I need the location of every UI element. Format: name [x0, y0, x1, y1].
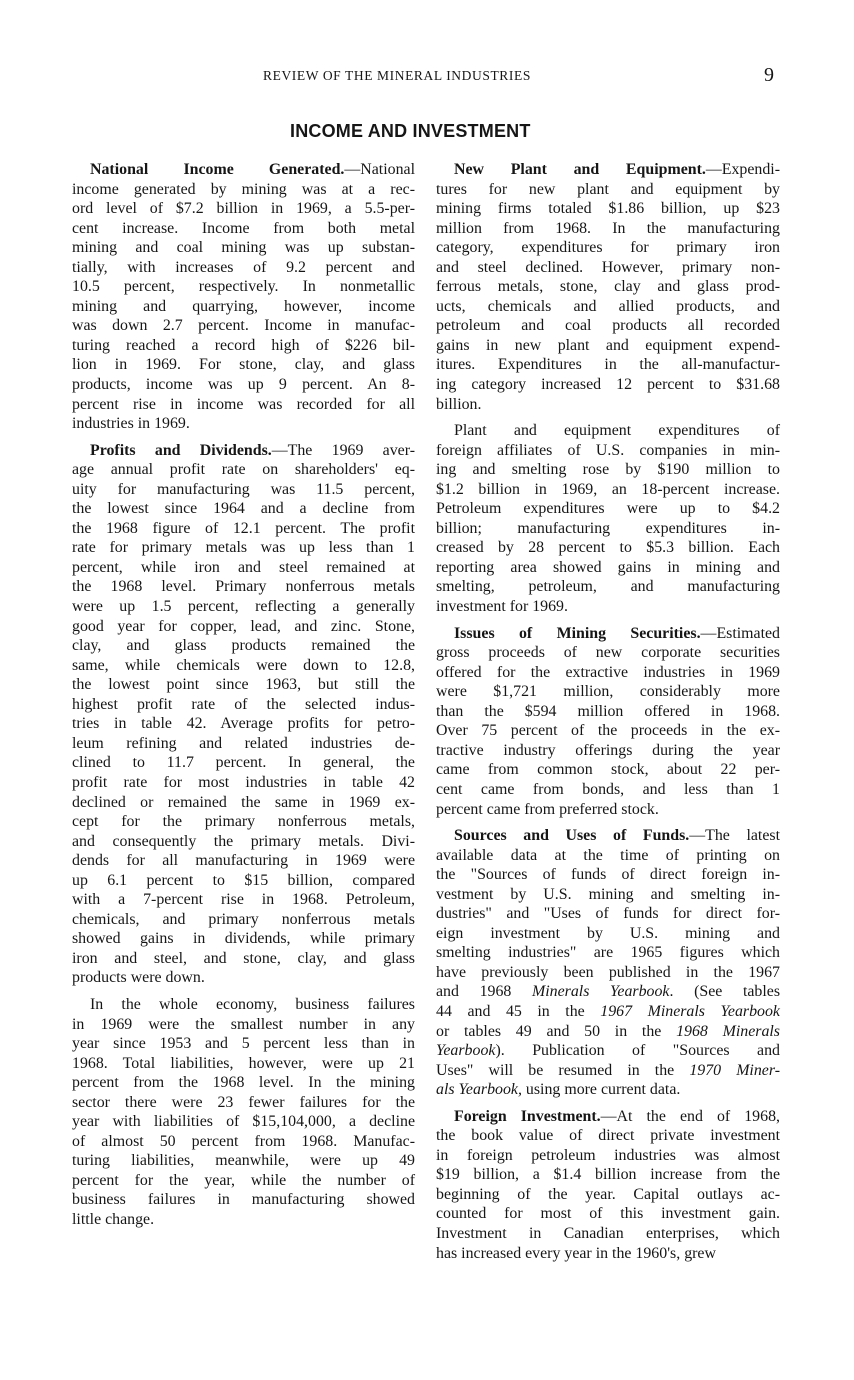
- run-in-heading: Sources and Uses of Funds.: [454, 827, 690, 845]
- text-line: als Yearbook, using more current data.: [436, 1081, 681, 1099]
- text-line: mining and coal mining was up substan-: [72, 239, 415, 257]
- text-line: Investment in Canadian enterprises, which: [436, 1224, 780, 1242]
- text-line: mining firms totaled $1.86 billion, up $23: [436, 200, 780, 218]
- line-text: —At the end of 1968,: [600, 1107, 780, 1125]
- text-line: than the $594 million offered in 1968.: [436, 702, 780, 720]
- text-line: gross proceeds of new corporate securities: [436, 644, 780, 662]
- text-line: offered for the extractive industries in 1969: [436, 663, 780, 681]
- text-line: profit rate for most industries in table 42: [72, 773, 415, 791]
- text-line: percent for the year, while the number of: [72, 1171, 415, 1189]
- text-line: products, income was up 9 percent. An 8-: [72, 376, 415, 394]
- text-line: percent came from preferred stock.: [436, 800, 659, 818]
- text-line: percent, while iron and steel remained at: [72, 558, 415, 576]
- text-line: beginning of the year. Capital outlays ac-: [436, 1185, 780, 1203]
- text-line: 10.5 percent, respectively. In nonmetallic: [72, 278, 415, 296]
- text-line: [436, 624, 780, 644]
- text-line: foreign affiliates of U.S. companies in min-: [436, 441, 780, 459]
- text-line: ing category increased 12 percent to $31.68: [436, 376, 780, 394]
- text-line: same, while chemicals were down to 12.8,: [72, 656, 415, 674]
- text-line: with a 7-percent rise in 1968. Petroleum,: [72, 891, 415, 909]
- text-line: and 1968 Minerals Yearbook. (See tables: [436, 983, 781, 1001]
- text-line: cent increase. Income from both metal: [72, 219, 415, 237]
- text-line: itures. Expenditures in the all-manufactur-: [436, 356, 780, 374]
- text-line: 1968. Total liabilities, however, were up 21: [72, 1054, 415, 1072]
- text-line: the lowest since 1964 and a decline from: [72, 500, 415, 518]
- page-number: 9: [764, 64, 774, 86]
- text-line: clay, and glass products remained the: [72, 637, 415, 655]
- paragraph: [436, 826, 780, 1100]
- run-in-heading: National Income Generated.: [90, 161, 345, 178]
- text-line: and steel declined. However, primary non-: [436, 258, 780, 276]
- text-line: have previously been published in the 1967: [436, 963, 780, 981]
- text-line: Over 75 percent of the proceeds in the ex-: [436, 722, 780, 740]
- line-text: —Estimated: [700, 624, 780, 642]
- text-line: investment for 1969.: [436, 598, 568, 616]
- text-line: products were down.: [72, 969, 205, 987]
- text-line: ing and smelting rose by $190 million to: [436, 461, 780, 479]
- text-line: dends for all manufacturing in 1969 were: [72, 852, 415, 870]
- run-in-heading: New Plant and Equipment.: [454, 161, 706, 178]
- line-text: —Expendi-: [705, 161, 780, 178]
- text-line: were $1,721 million, considerably more: [436, 683, 780, 701]
- text-line: eign investment by U.S. mining and: [436, 924, 780, 942]
- text-line: and consequently the primary metals. Divi-: [72, 832, 415, 850]
- text-line: ord level of $7.2 billion in 1969, a 5.5-per-: [72, 200, 415, 218]
- text-line: was down 2.7 percent. Income in manufac-: [72, 317, 415, 335]
- text-line: cent came from bonds, and less than 1: [436, 780, 780, 798]
- text-line: counted for most of this investment gain.: [436, 1205, 780, 1223]
- text-line: $19 billion, a $1.4 billion increase from the: [436, 1166, 780, 1184]
- text-line: business failures in manufacturing showed: [72, 1191, 415, 1209]
- text-line: million from 1968. In the manufacturing: [436, 219, 780, 237]
- text-line: turing liabilities, meanwhile, were up 49: [72, 1152, 415, 1170]
- text-line: [436, 1107, 780, 1127]
- text-line: year since 1953 and 5 percent less than in: [72, 1035, 415, 1053]
- text-line: up 6.1 percent to $15 billion, compared: [72, 871, 415, 889]
- right-column: [436, 160, 780, 1270]
- left-column: [72, 160, 415, 1237]
- text-line: tries in table 42. Average profits for petro-: [72, 715, 415, 733]
- text-line: the 1968 figure of 12.1 percent. The profit: [72, 519, 415, 537]
- text-line: available data at the time of printing on: [436, 846, 780, 864]
- text-line: clined to 11.7 percent. In general, the: [72, 754, 415, 772]
- text-line: cept for the primary nonferrous metals,: [72, 813, 415, 831]
- running-header: REVIEW OF THE MINERAL INDUSTRIES: [263, 68, 531, 83]
- paragraph: [436, 1107, 780, 1263]
- text-line: 44 and 45 in the 1967 Minerals Yearbook: [436, 1002, 780, 1020]
- text-line: category, expenditures for primary iron: [436, 239, 780, 257]
- text-line: billion.: [436, 395, 482, 413]
- text-line: [436, 826, 780, 846]
- text-line: iron and steel, and stone, clay, and glass: [72, 949, 415, 967]
- text-line: tially, with increases of 9.2 percent and: [72, 258, 415, 276]
- paragraph: [436, 421, 780, 616]
- text-line: or tables 49 and 50 in the 1968 Minerals: [436, 1022, 780, 1040]
- text-line: good year for copper, lead, and zinc. Stone,: [72, 617, 415, 635]
- text-line: age annual profit rate on shareholders' eq-: [72, 461, 415, 479]
- text-line: declined or remained the same in 1969 ex-: [72, 793, 415, 811]
- text-line: tractive industry offerings during the year: [436, 741, 780, 759]
- paragraph: [72, 441, 415, 988]
- text-line: the book value of direct private investment: [436, 1127, 780, 1145]
- text-line: ucts, chemicals and allied products, and: [436, 297, 780, 315]
- text-line: Plant and equipment expenditures of: [454, 422, 780, 440]
- text-line: reporting area showed gains in mining and: [436, 558, 780, 576]
- line-text: —The 1969 aver-: [271, 441, 415, 459]
- text-line: smelting, petroleum, and manufacturing: [436, 578, 780, 596]
- text-line: in 1969 were the smallest number in any: [72, 1015, 415, 1033]
- line-text: —National: [344, 161, 415, 178]
- text-line: vestment by U.S. mining and smelting in-: [436, 885, 780, 903]
- paragraph: [436, 624, 780, 819]
- text-line: Uses" will be resumed in the 1970 Miner-: [436, 1061, 781, 1079]
- text-line: rate for primary metals was up less than 1: [72, 539, 415, 557]
- text-line: dustries" and "Uses of funds for direct for-: [436, 905, 780, 923]
- text-line: turing reached a record high of $226 bil-: [72, 336, 415, 354]
- text-line: showed gains in dividends, while primary: [72, 930, 415, 948]
- text-line: tures for new plant and equipment by: [436, 180, 780, 198]
- text-line: percent rise in income was recorded for all: [72, 395, 415, 413]
- text-line: [72, 160, 415, 180]
- text-line: mining and quarrying, however, income: [72, 297, 415, 315]
- run-in-heading: Profits and Dividends.: [90, 441, 272, 459]
- text-line: chemicals, and primary nonferrous metals: [72, 910, 415, 928]
- text-line: billion; manufacturing expenditures in-: [436, 519, 780, 537]
- line-text: —The latest: [689, 827, 780, 845]
- run-in-heading: Issues of Mining Securities.: [454, 624, 701, 642]
- text-line: [72, 441, 415, 461]
- text-line: Petroleum expenditures were up to $4.2: [436, 500, 780, 518]
- text-line: the 1968 level. Primary nonferrous metals: [72, 578, 415, 596]
- text-line: sector there were 23 fewer failures for the: [72, 1093, 415, 1111]
- text-line: Yearbook). Publication of "Sources and: [436, 1042, 780, 1060]
- text-line: lion in 1969. For stone, clay, and glass: [72, 356, 415, 374]
- text-line: petroleum and coal products all recorded: [436, 317, 780, 335]
- text-line: gains in new plant and equipment expend-: [436, 336, 780, 354]
- text-line: came from common stock, about 22 per-: [436, 761, 780, 779]
- section-title: INCOME AND INVESTMENT: [290, 121, 531, 141]
- text-line: ferrous metals, stone, clay and glass prod-: [436, 278, 780, 296]
- text-line: smelting industries" are 1965 figures which: [436, 944, 780, 962]
- text-line: were up 1.5 percent, reflecting a generally: [72, 598, 415, 616]
- paragraph: [72, 995, 415, 1230]
- text-line: percent from the 1968 level. In the mining: [72, 1074, 415, 1092]
- text-line: little change.: [72, 1210, 155, 1228]
- text-line: of almost 50 percent from 1968. Manufac-: [72, 1132, 415, 1150]
- text-line: year with liabilities of $15,104,000, a decline: [72, 1113, 415, 1131]
- text-line: creased by 28 percent to $5.3 billion. Each: [436, 539, 780, 557]
- text-line: uity for manufacturing was 11.5 percent,: [72, 480, 415, 498]
- text-line: [436, 160, 780, 180]
- text-line: leum refining and related industries de-: [72, 734, 415, 752]
- paragraph: [436, 160, 780, 414]
- text-line: In the whole economy, business failures: [90, 995, 415, 1013]
- text-line: industries in 1969.: [72, 415, 190, 433]
- text-line: income generated by mining was at a rec-: [72, 180, 415, 198]
- text-line: has increased every year in the 1960's, grew: [436, 1244, 716, 1262]
- run-in-heading: Foreign Investment.: [454, 1107, 601, 1125]
- text-line: $1.2 billion in 1969, an 18-percent increase.: [436, 480, 780, 498]
- text-line: in foreign petroleum industries was almost: [436, 1146, 780, 1164]
- paragraph: [72, 160, 415, 434]
- text-line: the lowest point since 1963, but still the: [72, 676, 415, 694]
- text-line: the "Sources of funds of direct foreign in-: [436, 866, 780, 884]
- text-line: highest profit rate of the selected indus-: [72, 695, 415, 713]
